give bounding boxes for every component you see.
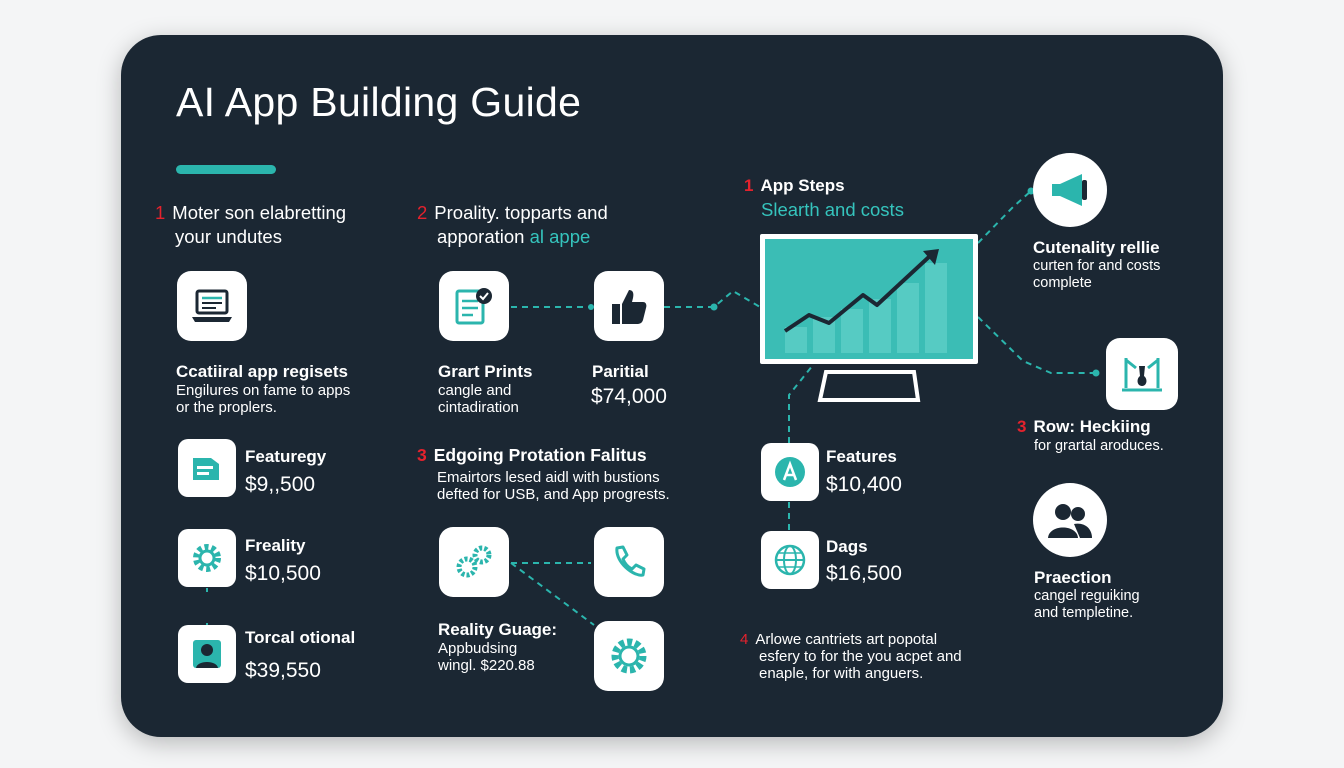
col3-item-label: Features <box>826 447 897 466</box>
step4-line: esfery to for the you acpet and <box>759 648 962 665</box>
col2-node2-price: $74,000 <box>591 385 667 408</box>
col2-node2-label: Paritial <box>592 362 649 381</box>
person-icon <box>189 636 225 672</box>
step-title: App Steps <box>760 176 845 195</box>
step-number: 2 <box>417 202 428 223</box>
reality-gauge-sub <box>438 640 535 674</box>
step-line: apporation <box>437 226 530 247</box>
col1-item-label: Freality <box>245 536 306 555</box>
title-underline <box>176 165 276 174</box>
checklist-icon <box>453 285 495 327</box>
col1-item-label: Torcal otional <box>245 628 356 647</box>
step-highlight: al appe <box>529 226 591 247</box>
phone-icon <box>609 542 649 582</box>
thumbs-up-icon <box>607 284 651 328</box>
gears-icon <box>452 540 496 584</box>
col2-node4-icon-box <box>594 527 664 597</box>
sub-line: cangle and <box>438 382 512 399</box>
globe-icon <box>772 542 808 578</box>
step3-line: defted for USB, and App progrests. <box>437 486 670 503</box>
col4-node3-icon-circle <box>1033 483 1107 557</box>
page-title: AI App Building Guide <box>176 79 582 125</box>
step4-line: enaple, for with anguers. <box>759 665 924 682</box>
col3-item-icon-box <box>761 531 819 589</box>
sub-line: wingl. $220.88 <box>438 657 535 674</box>
document-icon <box>189 452 225 484</box>
col3-step4 <box>740 631 962 682</box>
node-label: Row: Heckiing <box>1033 417 1151 436</box>
col4-node2-label <box>1017 417 1151 437</box>
col1-item-icon-box <box>178 529 236 587</box>
col4-node3-label: Praection <box>1034 568 1112 587</box>
col1-item-price: $9,,500 <box>245 473 316 496</box>
laptop-icon <box>190 287 234 325</box>
growth-chart-icon <box>765 239 973 359</box>
col2-node1-sub <box>438 382 519 416</box>
col1-heading: Ccatiiral app regisets <box>176 362 348 381</box>
col1-item-icon-box <box>178 439 236 497</box>
col4-node1-label: Cutenality rellie <box>1033 238 1160 257</box>
col3-item-price: $16,500 <box>826 562 902 585</box>
sub-line: complete <box>1033 275 1092 291</box>
sub-line: and templetine. <box>1034 605 1134 621</box>
laptop-icon-box <box>177 271 247 341</box>
step-number: 3 <box>417 445 427 465</box>
sub-line: cangel reguiking <box>1034 588 1140 604</box>
col4-node2-sub: for grartal aroduces. <box>1034 438 1164 454</box>
col1-item-price: $10,500 <box>245 562 321 585</box>
sub-line: Appbudsing <box>438 640 518 657</box>
col1-step <box>155 201 346 249</box>
step-subtitle: Slearth and costs <box>761 199 904 220</box>
col2-node3-icon-box <box>439 527 509 597</box>
monitor <box>760 234 978 364</box>
col3-step <box>744 176 904 221</box>
col2-node2-icon-box <box>594 271 664 341</box>
col1-item-price: $39,550 <box>245 659 321 682</box>
col3-item-label: Dags <box>826 537 868 556</box>
col3-item-icon-box <box>761 443 819 501</box>
users-icon <box>1046 500 1094 540</box>
col2-node1-label: Grart Prints <box>438 362 533 381</box>
step-number: 3 <box>1017 417 1027 436</box>
col2-node5-icon-box <box>594 621 664 691</box>
col4-node3-sub <box>1034 588 1140 622</box>
desc-line: Engilures on fame to apps <box>176 382 351 399</box>
col4-node1-icon-circle <box>1033 153 1107 227</box>
step-line: your undutes <box>175 226 282 247</box>
lab-scale-icon <box>1120 352 1164 396</box>
sub-line: cintadiration <box>438 399 519 416</box>
app-store-icon <box>772 454 808 490</box>
col4-node2-icon-box <box>1106 338 1178 410</box>
col2-step <box>417 201 608 249</box>
step3-line: Emairtors lesed aidl with bustions <box>437 469 660 486</box>
step-line: Proality. topparts and <box>434 202 608 223</box>
reality-gauge-label: Reality Guage: <box>438 620 558 639</box>
col3-item-price: $10,400 <box>826 473 902 496</box>
col4-node1-sub <box>1033 258 1160 292</box>
guide-card <box>121 35 1223 737</box>
step4-line: Arlowe cantriets art popotal <box>755 631 938 648</box>
monitor-screen <box>765 239 973 359</box>
col2-step3 <box>417 445 670 503</box>
gear-icon <box>607 634 651 678</box>
gear-icon <box>189 540 225 576</box>
col1-item-icon-box <box>178 625 236 683</box>
desc-line: or the proplers. <box>176 399 277 416</box>
col1-item-label: Featuregy <box>245 447 327 466</box>
step-line: Moter son elabretting <box>172 202 347 223</box>
megaphone-icon <box>1048 170 1092 210</box>
step-number: 4 <box>740 631 749 648</box>
sub-line: curten for and costs <box>1033 258 1161 274</box>
col1-desc <box>176 382 350 416</box>
monitor-stand <box>816 364 926 404</box>
step3-title: Edgoing Protation Falitus <box>433 445 647 465</box>
step-number: 1 <box>155 202 166 223</box>
step-number: 1 <box>744 176 754 195</box>
col2-node1-icon-box <box>439 271 509 341</box>
